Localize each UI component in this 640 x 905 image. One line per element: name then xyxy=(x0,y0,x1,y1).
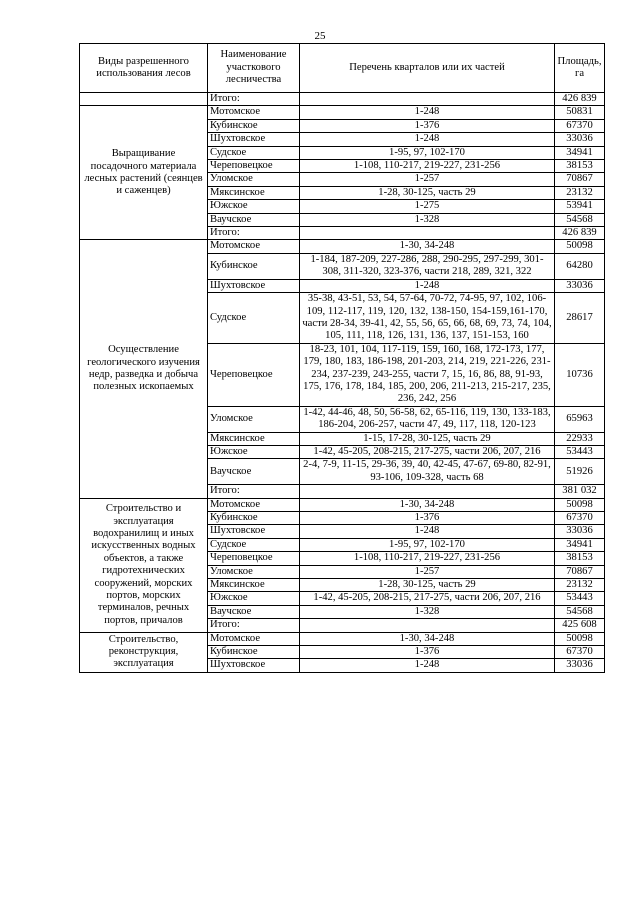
page-number: 25 xyxy=(314,30,326,42)
district-cell: Ваучское xyxy=(208,459,300,485)
district-cell: Череповецкое xyxy=(208,343,300,406)
quarters-cell: 1-248 xyxy=(300,133,555,146)
total-label: Итого: xyxy=(208,93,300,106)
area-cell: 53443 xyxy=(555,445,605,458)
district-cell: Череповецкое xyxy=(208,160,300,173)
use-type-cell: Строительство, реконструкция, эксплуатация xyxy=(80,632,208,672)
quarters-cell: 1-257 xyxy=(300,565,555,578)
area-cell: 70867 xyxy=(555,565,605,578)
table-row xyxy=(80,498,605,511)
district-cell: Южское xyxy=(208,445,300,458)
area-cell: 53443 xyxy=(555,592,605,605)
quarters-cell: 1-257 xyxy=(300,173,555,186)
area-cell: 53941 xyxy=(555,200,605,213)
area-cell: 64280 xyxy=(555,253,605,279)
area-cell: 67370 xyxy=(555,119,605,132)
district-cell: Уломское xyxy=(208,406,300,432)
total-value: 425 608 xyxy=(555,619,605,632)
district-cell: Кубинское xyxy=(208,119,300,132)
district-cell: Шухтовское xyxy=(208,279,300,292)
district-cell: Кубинское xyxy=(208,253,300,279)
area-cell: 33036 xyxy=(555,659,605,672)
area-cell: 70867 xyxy=(555,173,605,186)
district-cell: Уломское xyxy=(208,565,300,578)
district-cell: Мотомское xyxy=(208,498,300,511)
quarters-cell: 1-15, 17-28, 30-125, часть 29 xyxy=(300,432,555,445)
area-cell: 54568 xyxy=(555,605,605,618)
district-cell: Шухтовское xyxy=(208,525,300,538)
table-body xyxy=(80,93,605,673)
quarters-cell: 1-376 xyxy=(300,646,555,659)
total-label: Итого: xyxy=(208,227,300,240)
area-cell: 33036 xyxy=(555,279,605,292)
district-cell: Уломское xyxy=(208,173,300,186)
empty-cell xyxy=(300,619,555,632)
area-cell: 65963 xyxy=(555,406,605,432)
district-cell: Мяксинское xyxy=(208,432,300,445)
area-cell: 34941 xyxy=(555,146,605,159)
district-cell: Череповецкое xyxy=(208,552,300,565)
empty-cell xyxy=(300,485,555,498)
district-cell: Кубинское xyxy=(208,512,300,525)
quarters-cell: 1-328 xyxy=(300,605,555,618)
district-cell: Шухтовское xyxy=(208,133,300,146)
quarters-cell: 2-4, 7-9, 11-15, 29-36, 39, 40, 42-45, 47-67, 69-80, 82-91, 93-106, 109-328, часть 68 xyxy=(300,459,555,485)
quarters-cell: 1-95, 97, 102-170 xyxy=(300,146,555,159)
header-quarters: Перечень кварталов или их частей xyxy=(300,44,555,93)
area-cell: 38153 xyxy=(555,552,605,565)
header-use-type: Виды разрешенного использования лесов xyxy=(80,44,208,93)
district-cell: Южское xyxy=(208,200,300,213)
quarters-cell: 1-95, 97, 102-170 xyxy=(300,538,555,551)
header-area: Площадь, га xyxy=(555,44,605,93)
district-cell: Шухтовское xyxy=(208,659,300,672)
quarters-cell: 1-30, 34-248 xyxy=(300,498,555,511)
quarters-cell: 1-42, 45-205, 208-215, 217-275, части 206, 207, 216 xyxy=(300,592,555,605)
area-cell: 50098 xyxy=(555,632,605,645)
area-cell: 67370 xyxy=(555,512,605,525)
quarters-cell: 1-30, 34-248 xyxy=(300,240,555,253)
header-district: Наименование участкового лесничества xyxy=(208,44,300,93)
quarters-cell: 1-42, 44-46, 48, 50, 56-58, 62, 65-116, 119, 130, 133-183, 186-204, 206-257, части 47, 49, 117, 118, 120-123 xyxy=(300,406,555,432)
area-cell: 50098 xyxy=(555,240,605,253)
area-cell: 54568 xyxy=(555,213,605,226)
table-header-row xyxy=(80,44,605,93)
table-row xyxy=(80,240,605,253)
area-cell: 51926 xyxy=(555,459,605,485)
quarters-cell: 1-376 xyxy=(300,512,555,525)
district-cell: Южское xyxy=(208,592,300,605)
quarters-cell: 1-248 xyxy=(300,106,555,119)
area-cell: 33036 xyxy=(555,525,605,538)
district-cell: Мотомское xyxy=(208,240,300,253)
area-cell: 23132 xyxy=(555,579,605,592)
district-cell: Мяксинское xyxy=(208,579,300,592)
area-cell: 38153 xyxy=(555,160,605,173)
quarters-cell: 1-42, 45-205, 208-215, 217-275, части 206, 207, 216 xyxy=(300,445,555,458)
quarters-cell: 1-108, 110-217, 219-227, 231-256 xyxy=(300,160,555,173)
quarters-cell: 1-28, 30-125, часть 29 xyxy=(300,186,555,199)
quarters-cell: 1-248 xyxy=(300,659,555,672)
table-row xyxy=(80,632,605,645)
quarters-cell: 1-275 xyxy=(300,200,555,213)
quarters-cell: 18-23, 101, 104, 117-119, 159, 160, 168, 172-173, 177, 179, 180, 183, 186-198, 201-203, 214, 219, 221-226, 231-234, 237-239, 243-255, части 7, 15, 16, 86, 88, 91-93, 175, 176, 178, 184, 185, 200, 206, 211-213, 215-217, 235, 236, 242, 256 xyxy=(300,343,555,406)
total-value: 426 839 xyxy=(555,227,605,240)
forest-use-table xyxy=(79,43,605,673)
use-type-cell: Осуществление геологического изучения недр, разведка и добыча полезных ископаемых xyxy=(80,240,208,498)
empty-cell xyxy=(80,93,208,106)
total-value: 381 032 xyxy=(555,485,605,498)
area-cell: 50098 xyxy=(555,498,605,511)
quarters-cell: 1-28, 30-125, часть 29 xyxy=(300,579,555,592)
empty-cell xyxy=(300,93,555,106)
area-cell: 28617 xyxy=(555,293,605,344)
area-cell: 22933 xyxy=(555,432,605,445)
district-cell: Судское xyxy=(208,293,300,344)
district-cell: Мяксинское xyxy=(208,186,300,199)
total-label: Итого: xyxy=(208,485,300,498)
area-cell: 33036 xyxy=(555,133,605,146)
quarters-cell: 1-248 xyxy=(300,279,555,292)
area-cell: 67370 xyxy=(555,646,605,659)
area-cell: 50831 xyxy=(555,106,605,119)
quarters-cell: 1-184, 187-209, 227-286, 288, 290-295, 297-299, 301-308, 311-320, 323-376, части 218, 289, 321, 322 xyxy=(300,253,555,279)
table-row xyxy=(80,106,605,119)
area-cell: 10736 xyxy=(555,343,605,406)
district-cell: Кубинское xyxy=(208,646,300,659)
quarters-cell: 1-30, 34-248 xyxy=(300,632,555,645)
district-cell: Ваучское xyxy=(208,605,300,618)
quarters-cell: 1-328 xyxy=(300,213,555,226)
quarters-cell: 1-108, 110-217, 219-227, 231-256 xyxy=(300,552,555,565)
initial-total-row xyxy=(80,93,605,106)
area-cell: 23132 xyxy=(555,186,605,199)
use-type-cell: Строительство и эксплуатация водохранилищ и иных искусственных водных объектов, а также гидротехнических сооружений, морских портов, морских терминалов, речных портов, причалов xyxy=(80,498,208,632)
district-cell: Судское xyxy=(208,538,300,551)
total-value: 426 839 xyxy=(555,93,605,106)
district-cell: Мотомское xyxy=(208,632,300,645)
area-cell: 34941 xyxy=(555,538,605,551)
district-cell: Судское xyxy=(208,146,300,159)
district-cell: Мотомское xyxy=(208,106,300,119)
quarters-cell: 35-38, 43-51, 53, 54, 57-64, 70-72, 74-95, 97, 102, 106-109, 112-117, 119, 120, 132, 138-150, 154-159,161-170, части 28-34, 39-41, 42, 55, 56, 65, 66, 68, 69, 73, 74, 104, 105, 111, 118, 126, 131, 136, 137, 151-153, 160 xyxy=(300,293,555,344)
empty-cell xyxy=(300,227,555,240)
total-label: Итого: xyxy=(208,619,300,632)
district-cell: Ваучское xyxy=(208,213,300,226)
quarters-cell: 1-376 xyxy=(300,119,555,132)
use-type-cell: Выращивание посадочного материала лесных растений (сеянцев и саженцев) xyxy=(80,106,208,240)
quarters-cell: 1-248 xyxy=(300,525,555,538)
